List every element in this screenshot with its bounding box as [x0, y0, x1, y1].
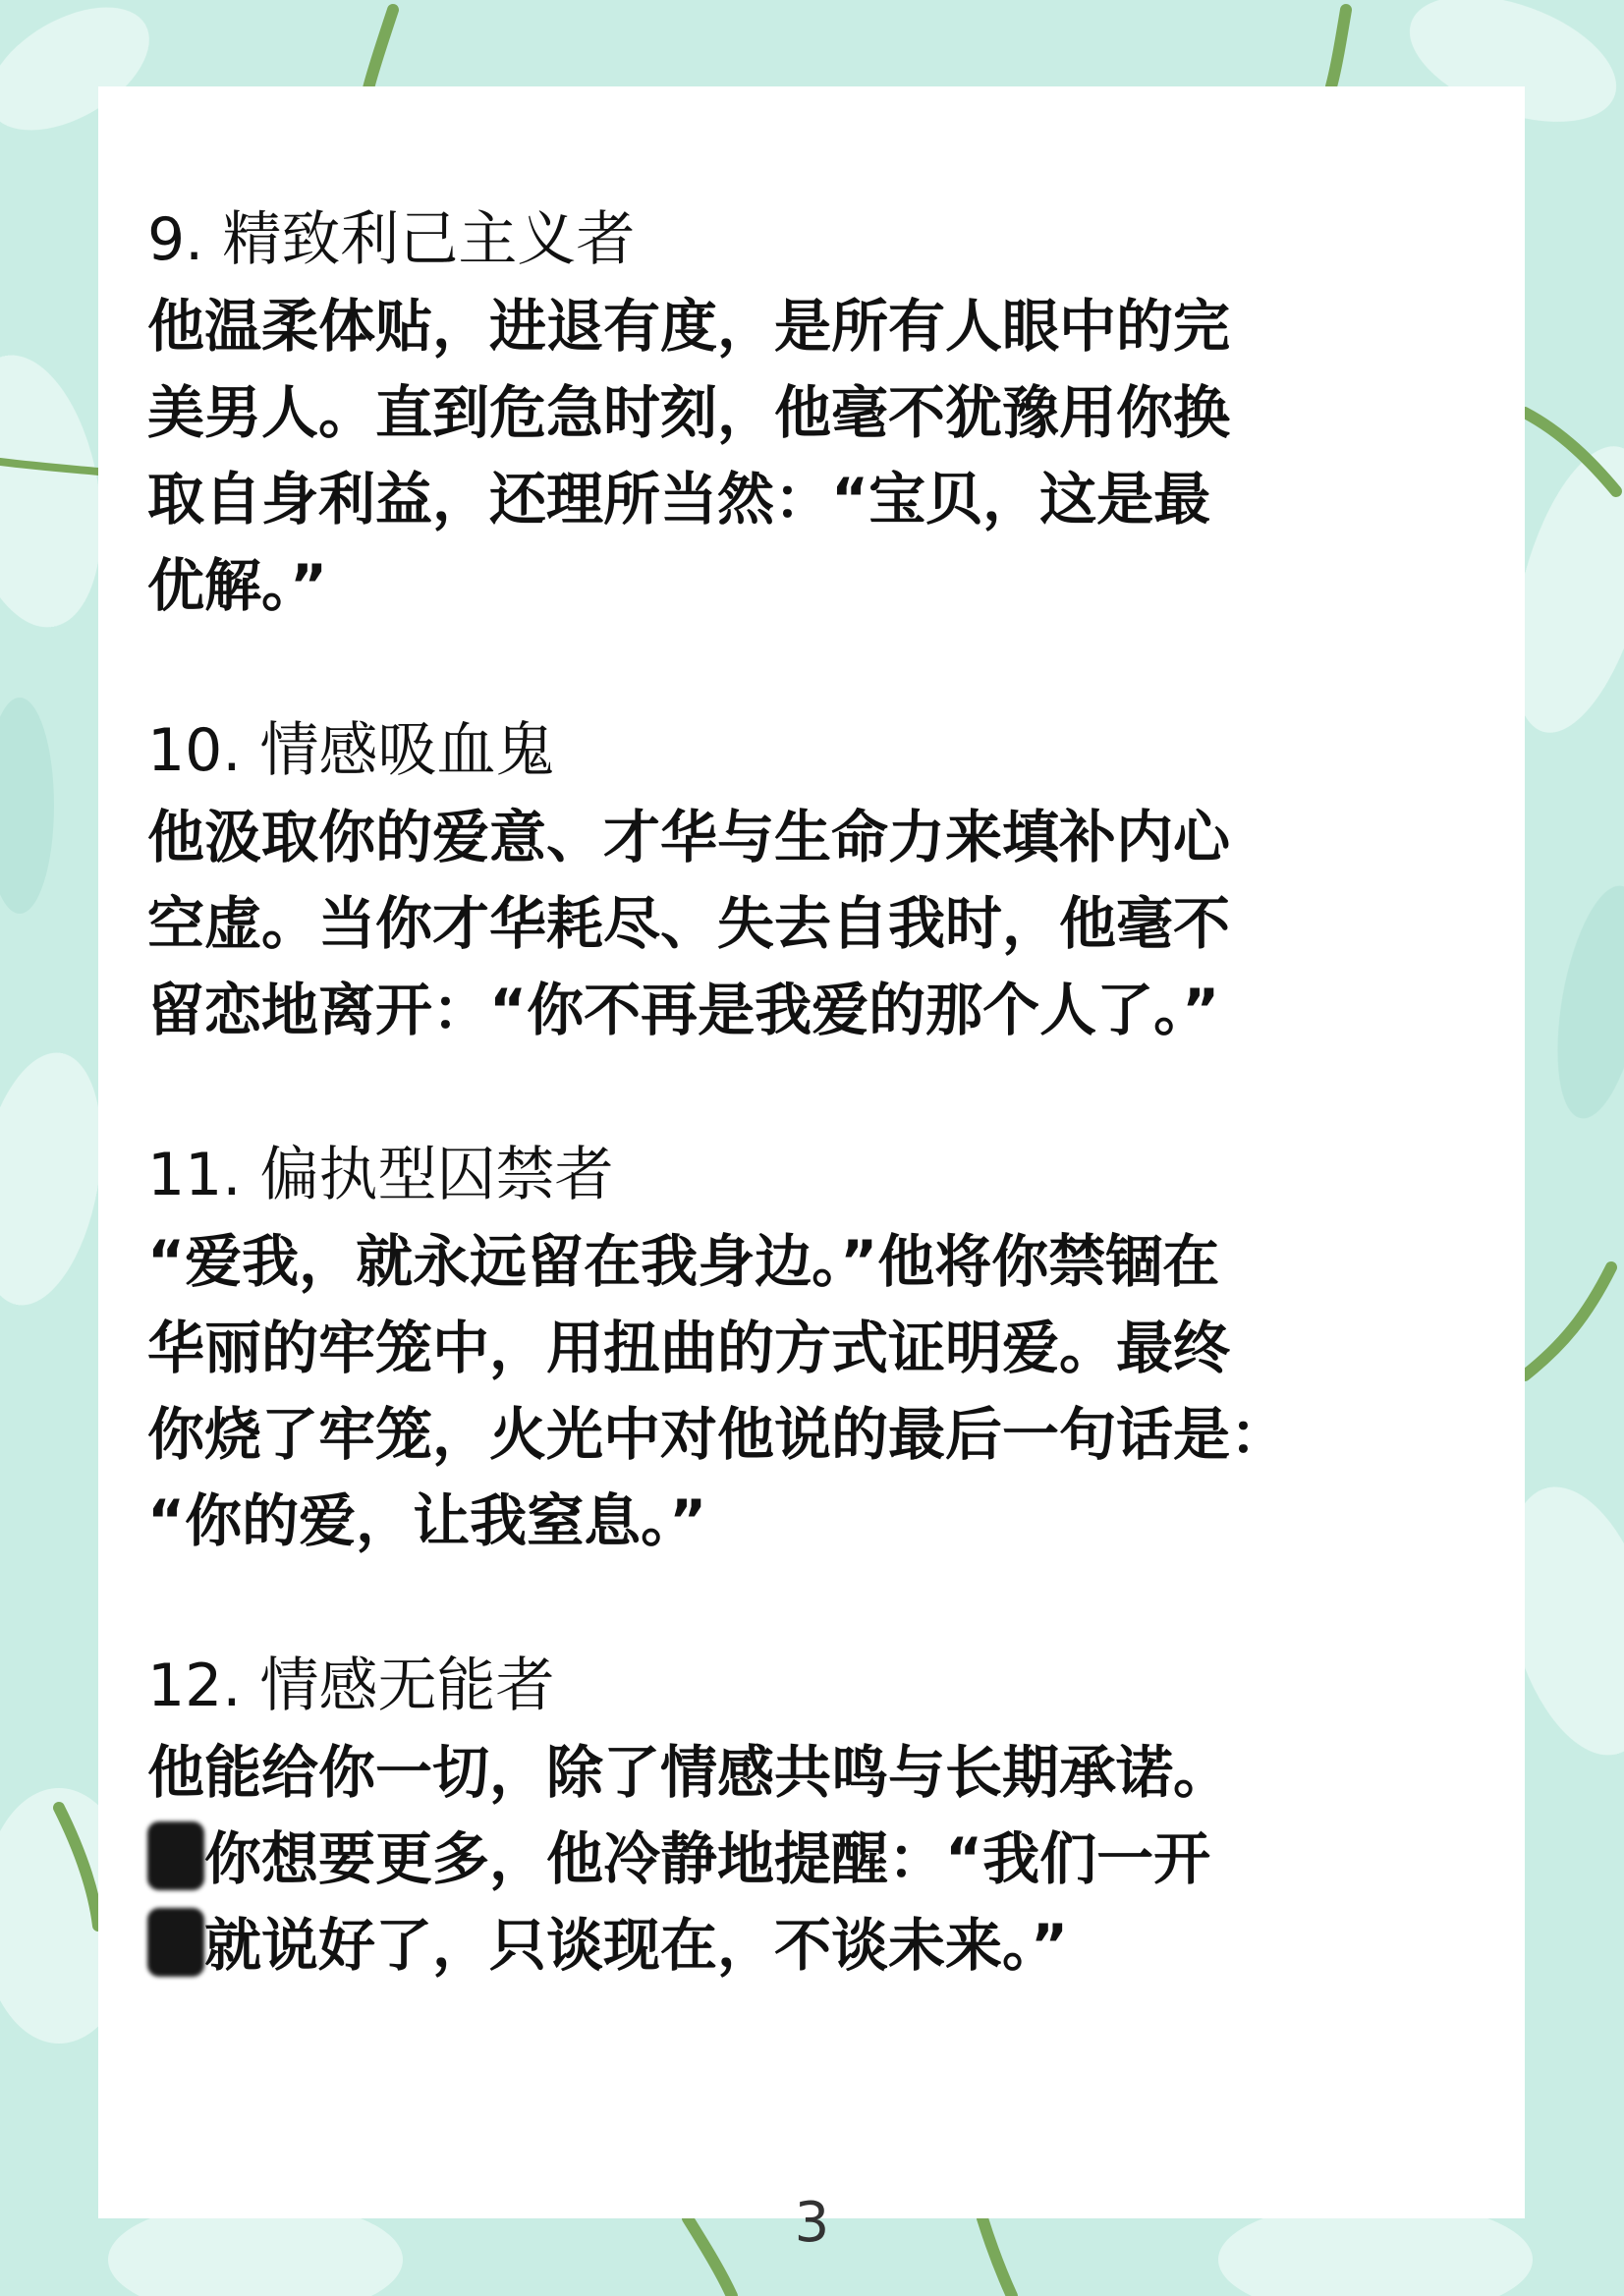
paragraph-line: 他汲取你的爱意、才华与生命力来填补内心 [147, 804, 1231, 870]
paragraph-line-text: 就说好了，只谈现在，不谈未来。” [204, 1912, 1069, 1979]
paragraph-line: 优解。” [147, 552, 328, 619]
section-10 [147, 707, 1366, 1053]
paragraph-line: 你烧了牢笼，火光中对他说的最后一句话是： [147, 1401, 1288, 1468]
paragraph-line: 华丽的牢笼中，用扭曲的方式证明爱。最终 [147, 1315, 1231, 1381]
paragraph-line: 他温柔体贴，进退有度，是所有人眼中的完 [147, 293, 1231, 360]
redaction-mark [147, 1821, 204, 1890]
paragraph-line [147, 1902, 1366, 1988]
section-9 [147, 196, 1366, 629]
paragraph-line: 他能给你一切，除了情感共鸣与长期承诺。 [147, 1739, 1231, 1806]
paragraph-line: 留恋地离开：“你不再是我爱的那个人了。” [147, 977, 1220, 1043]
paragraph-line: 空虚。当你才华耗尽、失去自我时，他毫不 [147, 890, 1231, 957]
section-heading: 10. 情感吸血鬼 [147, 716, 555, 785]
section-heading: 12. 情感无能者 [147, 1652, 555, 1720]
page-number: 3 [794, 2191, 830, 2255]
section-heading: 9. 精致利己主义者 [147, 205, 636, 274]
paragraph-line: 美男人。直到危急时刻，他毫不犹豫用你换 [147, 379, 1231, 446]
section-12 [147, 1643, 1366, 1988]
paragraph-line [147, 1816, 1366, 1902]
section-heading: 11. 偏执型囚禁者 [147, 1141, 614, 1209]
redaction-mark [147, 1908, 204, 1977]
paragraph-line-text: 你想要更多，他冷静地提醒：“我们一开 [204, 1825, 1211, 1892]
paragraph-line: 取自身利益，还理所当然：“宝贝，这是最 [147, 466, 1211, 532]
paragraph-line: “你的爱，让我窒息。” [147, 1487, 707, 1554]
section-11 [147, 1132, 1366, 1564]
paragraph-line: “爱我，就永远留在我身边。”他将你禁锢在 [147, 1228, 1220, 1295]
